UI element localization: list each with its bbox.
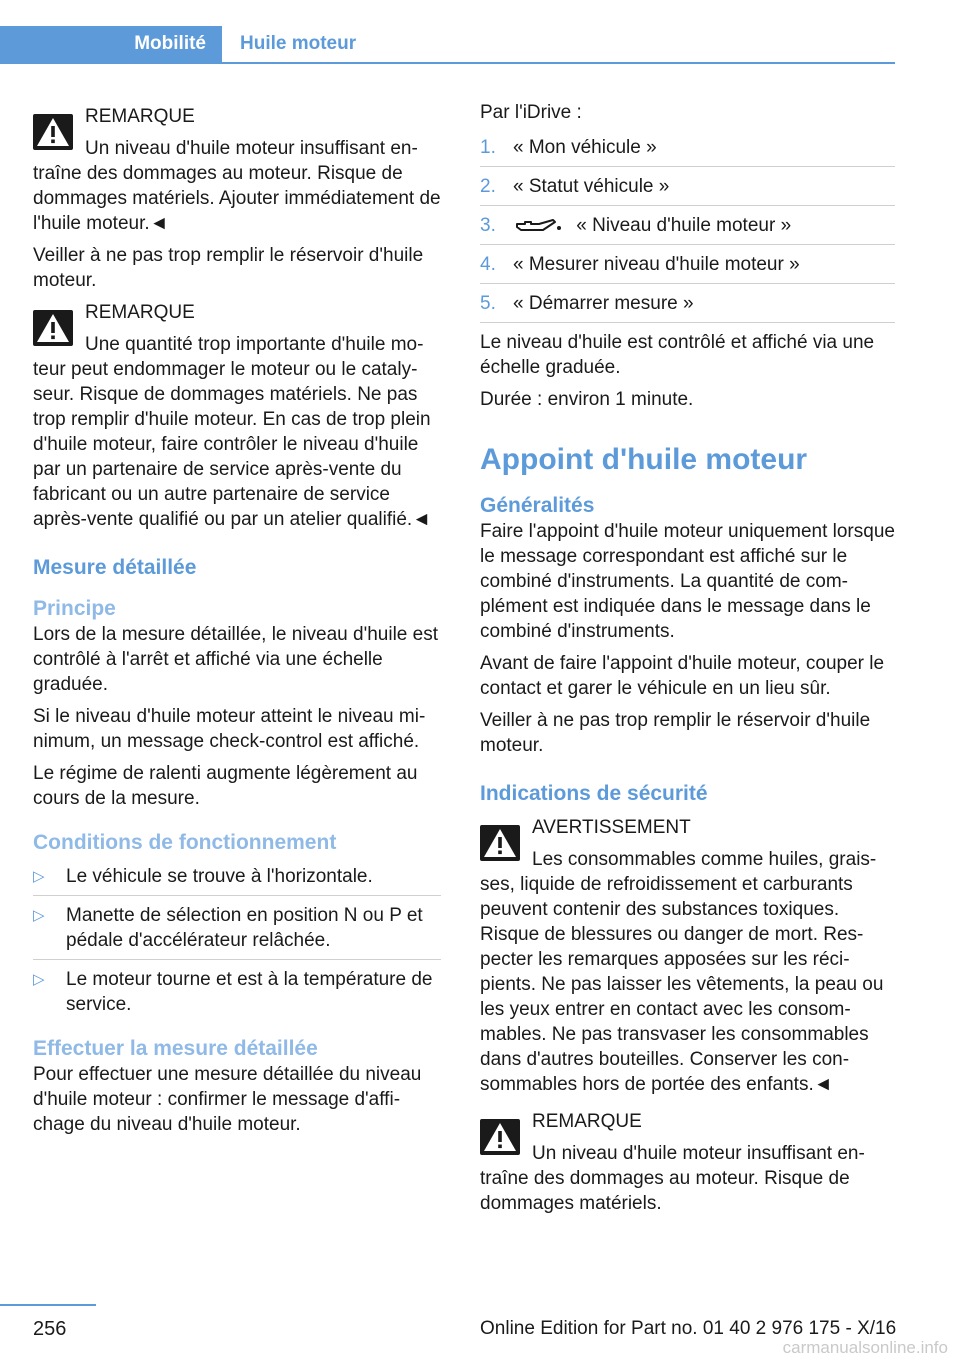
heading-mesure-detaillee: Mesure détaillée: [33, 556, 197, 579]
page-header: [0, 26, 895, 64]
right-column: [480, 100, 895, 1223]
notice-label: REMARQUE: [85, 302, 195, 323]
notice-remarque-2: [33, 300, 441, 532]
step-number: 3.: [480, 215, 496, 236]
header-divider: [0, 62, 895, 64]
triangle-bullet-icon: ▷: [33, 971, 45, 988]
paragraph: Le régime de ralenti augmente légèrement au cours de la mesure.: [33, 763, 418, 809]
list-item: [480, 213, 895, 245]
list-item: [33, 967, 441, 1017]
watermark: carmanualsonline.info: [782, 1338, 948, 1357]
paragraph: Le niveau d'huile est contrôlé et affiché via une échelle graduée.: [480, 332, 875, 378]
triangle-bullet-icon: ▷: [33, 907, 45, 924]
oil-can-icon: [513, 216, 567, 236]
notice-text: Un niveau d'huile moteur insuffisant entraîne des dommages au moteur. Risque de dommages matériels.: [480, 1143, 865, 1214]
heading-conditions: Conditions de fonctionnement: [33, 831, 337, 854]
idrive-intro: Par l'iDrive :: [480, 102, 582, 123]
left-column: [33, 100, 441, 1144]
list-item-text: Manette de sélection en position N ou P et pédale d'accélérateur relâchée.: [66, 905, 423, 951]
notice-label: AVERTISSEMENT: [532, 817, 691, 838]
list-item: [33, 864, 441, 896]
notice-text: Les consommables comme huiles, graisses, liquide de refroidissement et carburants peuvent contenir des substances toxiques. Risque de blessures ou danger de mort. Respecter les remarques apposées sur les récipients. Ne pas laisser les vêtements, la peau ou les yeux entrer en contact avec les consommables. Ne pas transvaser les consommables dans d'autres bouteilles. Conserver les consommables hors de portée des enfants.◄: [480, 849, 884, 1095]
list-item: [480, 135, 895, 167]
notice-remarque-3: [480, 1109, 895, 1216]
list-item: [480, 291, 895, 323]
edition-text: Online Edition for Part no. 01 40 2 976 175 - X/16: [480, 1318, 897, 1339]
step-text: « Statut véhicule »: [513, 176, 670, 197]
step-number: 1.: [480, 137, 496, 158]
notice-label: REMARQUE: [532, 1111, 642, 1132]
footer-divider: [0, 1304, 96, 1306]
triangle-bullet-icon: ▷: [33, 868, 45, 885]
paragraph: Pour effectuer une mesure détaillée du niveau d'huile moteur : confirmer le message d'affichage du niveau d'huile moteur.: [33, 1064, 422, 1135]
step-number: 2.: [480, 176, 496, 197]
heading-indications-securite: Indications de sécurité: [480, 782, 708, 805]
warning-triangle-icon: [33, 310, 73, 346]
paragraph: Avant de faire l'appoint d'huile moteur, couper le contact et garer le véhicule en un lieu sûr.: [480, 653, 885, 699]
page-number: 256: [33, 1318, 67, 1340]
list-item: [33, 903, 441, 960]
step-text: « Démarrer mesure »: [513, 293, 694, 314]
section-tab-mobilite[interactable]: Mobilité: [0, 26, 222, 62]
step-number: 4.: [480, 254, 496, 275]
warning-triangle-icon: [480, 825, 520, 861]
notice-text: Une quantité trop importante d'huile moteur peut endommager le moteur ou le catalyseur. Risque de dommages matériels. Ne pas trop remplir d'huile moteur. En cas de trop plein d'huile moteur, faire contrôler le niveau d'huile par un partenaire de service après-vente du fabricant ou un autre partenaire de service après-vente qualifié ou par un atelier qualifié.◄: [33, 334, 431, 530]
conditions-list: [33, 864, 441, 1017]
paragraph: Si le niveau d'huile moteur atteint le niveau minimum, un message check-control est affiché.: [33, 706, 426, 752]
paragraph: Veiller à ne pas trop remplir le réservoir d'huile moteur.: [480, 710, 871, 756]
paragraph: Faire l'appoint d'huile moteur uniquement lorsque le message correspondant est affiché sur le combiné d'instruments. La quantité de complément est indiquée dans le message dans le combiné d'instruments.: [480, 521, 895, 642]
heading-appoint-huile: Appoint d'huile moteur: [480, 443, 808, 476]
notice-avertissement: [480, 815, 895, 1097]
notice-remarque-1: [33, 104, 441, 236]
section-tab-huile-moteur[interactable]: Huile moteur: [240, 33, 357, 54]
paragraph: Lors de la mesure détaillée, le niveau d'huile est contrôlé à l'arrêt et affiché via une échelle graduée.: [33, 624, 438, 695]
heading-effectuer-mesure: Effectuer la mesure détaillée: [33, 1037, 318, 1060]
paragraph: Veiller à ne pas trop remplir le réservoir d'huile moteur.: [33, 245, 424, 291]
list-item: [480, 174, 895, 206]
warning-triangle-icon: [33, 114, 73, 150]
heading-generalites: Généralités: [480, 494, 595, 517]
heading-principe: Principe: [33, 597, 116, 620]
notice-text: Un niveau d'huile moteur insuffisant entraîne des dommages au moteur. Risque de dommages matériels. Ajouter immédiatement de l'huile moteur.◄: [33, 138, 441, 234]
paragraph: Durée : environ 1 minute.: [480, 389, 694, 410]
warning-triangle-icon: [480, 1119, 520, 1155]
notice-label: REMARQUE: [85, 106, 195, 127]
step-number: 5.: [480, 293, 496, 314]
list-item-text: Le véhicule se trouve à l'horizontale.: [66, 866, 373, 887]
step-text: « Mon véhicule »: [513, 137, 657, 158]
idrive-steps-list: [480, 135, 895, 323]
list-item: [480, 252, 895, 284]
step-text: « Mesurer niveau d'huile moteur »: [513, 254, 800, 275]
step-text: « Niveau d'huile moteur »: [571, 215, 792, 236]
list-item-text: Le moteur tourne et est à la température de service.: [66, 969, 433, 1015]
